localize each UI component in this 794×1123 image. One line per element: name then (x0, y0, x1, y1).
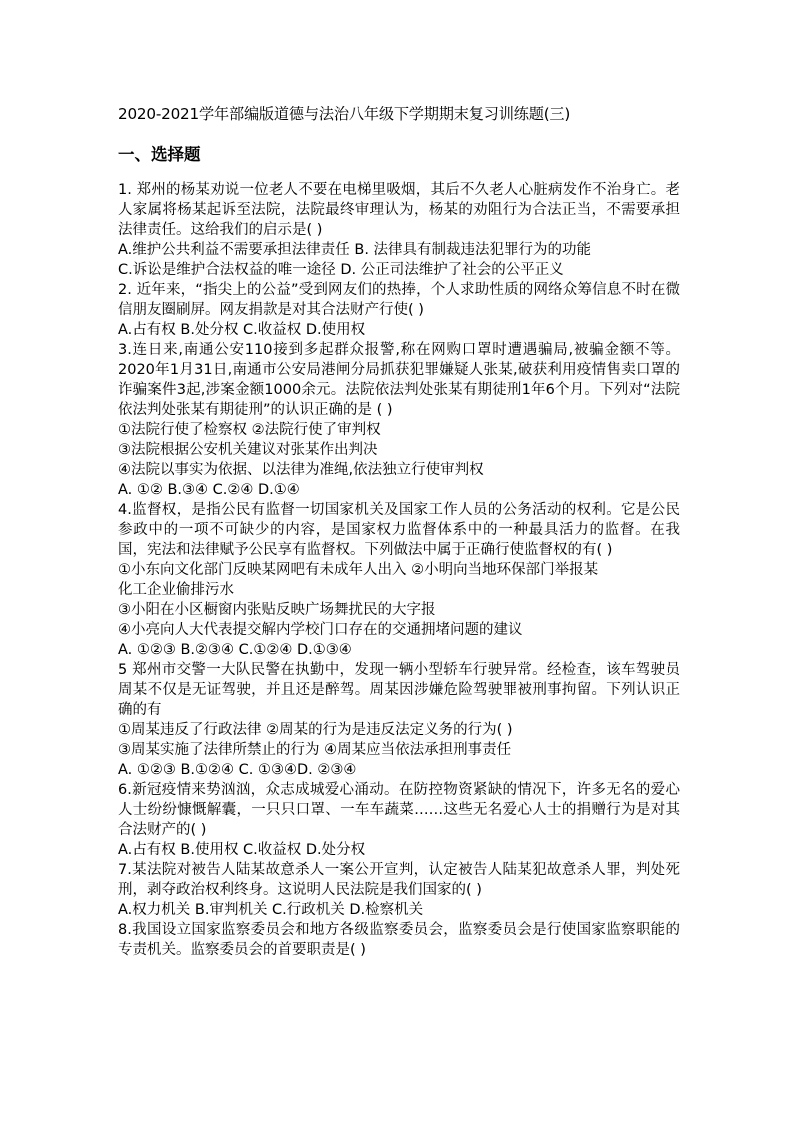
question-stem: 1. 郑州的杨某劝说一位老人不要在电梯里吸烟，其后不久老人心脏病发作不治身亡。老人家属将杨某起诉至法院，法院最终审理认为，杨某的劝阻行为合法正当，不需要承担法律责任。这给我们的启示是( ) (118, 182, 680, 238)
question-stem: 7.某法院对被告人陆某故意杀人一案公开宣判，认定被告人陆某犯故意杀人罪，判处死刑，剥夺政治权利终身。这说明人民法院是我们国家的( ) (118, 862, 680, 898)
section-heading: 一、选择题 (118, 145, 201, 164)
question-1 (118, 180, 680, 280)
question-option: ①小东向文化部门反映某网吧有未成年人出入 ②小明向当地环保部门举报某 (118, 562, 599, 578)
question-option: A.权力机关 B.审判机关 C.行政机关 D.检察机关 (118, 902, 424, 918)
question-option: A.占有权 B.处分权 C.收益权 D.使用权 (118, 322, 366, 338)
question-stem: 5 郑州市交警一大队民警在执勤中，发现一辆小型轿车行驶异常。经检查，该车驾驶员周某不仅是无证驾驶，并且还是醉驾。周某因涉嫌危险驾驶罪被刑事拘留。下列认识正确的有 (118, 662, 680, 718)
question-option: A. ①②③ B.①②④ C. ①③④D. ②③④ (118, 762, 357, 778)
question-3 (118, 340, 680, 500)
question-option: ③周某实施了法律所禁止的行为 ④周某应当依法承担刑事责任 (118, 742, 512, 758)
document-page (118, 104, 680, 960)
question-option: 化工企业偷排污水 (118, 582, 234, 598)
question-option: A. ①② B.③④ C.②④ D.①④ (118, 482, 300, 498)
question-option: ③法院根据公安机关建议对张某作出判决 (118, 442, 378, 458)
question-6 (118, 780, 680, 860)
question-stem: 3.连日来,南通公安110接到多起群众报警,称在网购口罩时遭遇骗局,被骗金额不等。2020年1月31日,南通市公安局港闸分局抓获犯罪嫌疑人张某,破获利用疫情售卖口罩的诈骗案件3起,涉案金额1000余元。法院依法判处张某有期徒刑1年6个月。下列对“法院依法判处张某有期徒刑”的认识正确的是 ( ) (118, 342, 680, 418)
question-option: ④小亮向人大代表提交解内学校门口存在的交通拥堵问题的建议 (118, 622, 523, 638)
question-option: ③小阳在小区橱窗内张贴反映广场舞扰民的大字报 (118, 602, 436, 618)
question-2 (118, 280, 680, 340)
question-option: A. ①②③ B.②③④ C.①②④ D.①③④ (118, 642, 352, 658)
question-option: ①法院行使了检察权 ②法院行使了审判权 (118, 422, 381, 438)
question-stem: 6.新冠疫情来势汹汹，众志成城爱心涌动。在防控物资紧缺的情况下，许多无名的爱心人士纷纷慷慨解囊，一只只口罩、一车车蔬菜……这些无名爱心人士的捐赠行为是对其合法财产的( ) (118, 782, 680, 838)
question-option: C.诉讼是维护合法权益的唯一途径 D. 公正司法维护了社会的公平正义 (118, 262, 564, 278)
question-4 (118, 500, 680, 660)
question-5 (118, 660, 680, 780)
question-option: ①周某违反了行政法律 ②周某的行为是违反法定义务的行为( ) (118, 722, 513, 738)
question-stem: 4.监督权，是指公民有监督一切国家机关及国家工作人员的公务活动的权利。它是公民参政中的一项不可缺少的内容，是国家权力监督体系中的一种最具活力的监督。在我国，宪法和法律赋予公民享有监督权。下列做法中属于正确行使监督权的有( ) (118, 502, 680, 558)
question-option: A.维护公共利益不需要承担法律责任 B. 法律具有制裁违法犯罪行为的功能 (118, 242, 592, 258)
question-option: A.占有权 B.使用权 C.收益权 D.处分权 (118, 842, 366, 858)
question-stem: 2. 近年来，“指尖上的公益”受到网友们的热捧，个人求助性质的网络众筹信息不时在微信朋友圈刷屏。网友捐款是对其合法财产行使( ) (118, 282, 680, 318)
question-8 (118, 920, 680, 960)
question-stem: 8.我国设立国家监察委员会和地方各级监察委员会，监察委员会是行使国家监察职能的专责机关。监察委员会的首要职责是( ) (118, 922, 680, 958)
question-7 (118, 860, 680, 920)
document-title: 2020-2021学年部编版道德与法治八年级下学期期末复习训练题(三) (118, 105, 571, 123)
question-option: ④法院以事实为依据、以法律为准绳,依法独立行使审判权 (118, 462, 484, 478)
